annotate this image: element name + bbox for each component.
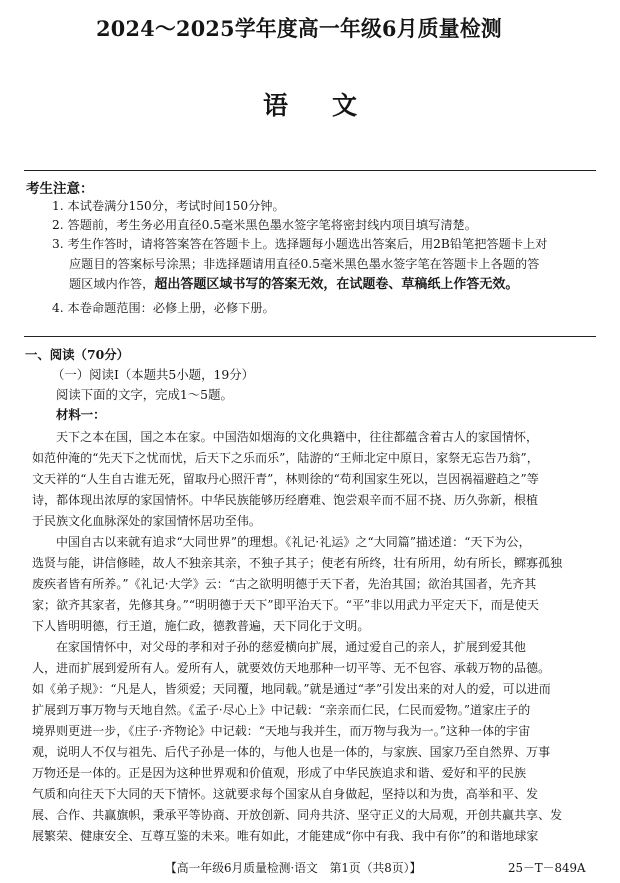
- passage-line: 下人皆明明德，行王道，施仁政，德教普遍，天下同化于文明。: [32, 619, 370, 633]
- notice-item-4: 4. 本卷命题范围：必修上册，必修下册。: [52, 301, 275, 315]
- section-heading: 一、阅读（70分）: [25, 347, 129, 362]
- notice-top-divider: [24, 170, 596, 171]
- notice-emphasis: 超出答题区域书写的答案无效，在试题卷、草稿纸上作答无效。: [154, 277, 519, 292]
- instruction-text: 阅读下面的文字，完成1～5题。: [56, 387, 233, 402]
- passage-line: 于民族文化血脉深处的家国情怀居功至伟。: [32, 514, 261, 528]
- passage-line: 人，进而扩展到爱所有人。爱所有人，就要效仿天地那种一切平等、无不包容、承载万物的品德。: [32, 661, 551, 675]
- notice-heading: 考生注意：: [26, 181, 94, 197]
- passage-line: 展繁荣、健康安全、互尊互鉴的未来。唯有如此，才能建成“你中有我、我中有你”的和谐地球家: [32, 829, 539, 843]
- passage-line: 废疾者皆有所养。”《礼记·大学》云：“古之欲明明德于天下者，先治其国；欲治其国者，先齐其: [32, 577, 537, 591]
- exam-title: 2024～2025学年度高一年级6月质量检测: [96, 17, 502, 42]
- passage-line: 万物还是一体的。正是因为这种世界观和价值观，形成了中华民族追求和谐、爱好和平的民族: [32, 766, 527, 780]
- passage-line: 境界则更进一步，《庄子·齐物论》中记载：“天地与我并生，而万物与我为一。”这种一体的宇宙: [32, 724, 531, 738]
- passage-line: 观，说明人不仅与祖先、后代子孙是一体的，与他人也是一体的，与家族、国家乃至自然界、万事: [32, 745, 551, 759]
- passage-line: 文天祥的“人生自古谁无死，留取丹心照汗青”，林则徐的“苟利国家生死以，岂因祸福避趋之”等: [32, 472, 539, 486]
- passage-line: 家；欲齐其家者，先修其身。”“明明德于天下”即平治天下。“平”非以用武力平定天下，而是使天: [32, 598, 539, 612]
- passage-line: 在家国情怀中，对父母的孝和对子孙的慈爱横向扩展，通过爱自己的亲人，扩展到爱其他: [56, 640, 526, 654]
- passage-line: 如《弟子规》：“凡是人，皆须爱；天同覆，地同载。”就是通过“孝”引发出来的对人的爱，可以进而: [32, 682, 551, 696]
- passage-line: 如范仲淹的“先天下之忧而忧，后天下之乐而乐”，陆游的“王师北定中原日，家祭无忘告乃翁”，: [32, 451, 539, 465]
- passage-line: 展、合作、共赢旗帜，秉承平等协商、开放创新、同舟共济、坚守正义的大局观，开创共赢共享、发: [32, 808, 563, 822]
- notice-item-3-line-3-text: 题区域内作答，: [69, 277, 155, 291]
- subsection-heading: （一）阅读Ⅰ（本题共5小题，19分）: [52, 367, 255, 382]
- notice-item-3-line-3: [69, 277, 518, 292]
- subject-char-2: 文: [332, 91, 358, 120]
- passage-line: 诗，都体现出浓厚的家国情怀。中华民族能够历经磨难、饱尝艰辛而不屈不挠、历久弥新，根植: [32, 493, 539, 507]
- material-label: 材料一：: [56, 407, 106, 422]
- passage-line: 选贤与能，讲信修睦，故人不独亲其亲，不独子其子；使老有所终，壮有所用，幼有所长，鳏寡孤独: [32, 556, 563, 570]
- notice-item-3-line-1: 3. 考生作答时，请将答案答在答题卡上。选择题每小题选出答案后，用2B铅笔把答题卡上对: [52, 237, 548, 251]
- passage-line: 天下之本在国，国之本在家。中国浩如烟海的文化典籍中，往往都蕴含着古人的家国情怀，: [56, 430, 539, 444]
- footer-page-info: 【高一年级6月质量检测·语文 第1页（共8页）】: [165, 861, 422, 875]
- passage-line: 扩展到万事万物与天地自然。《孟子·尽心上》中记载：“亲亲而仁民，仁民而爱物。”道家庄子的: [32, 703, 531, 717]
- passage-line: 气质和向往天下大同的天下情怀。这就要求每个国家从自身做起，坚持以和为贵，高举和平、发: [32, 787, 539, 801]
- passage-line: 中国自古以来就有追求“大同世界”的理想。《礼记·礼运》之“大同篇”描述道：“天下为公，: [56, 535, 531, 549]
- footer-exam-code: 25－T－849A: [508, 861, 586, 875]
- subject-char-1: 语: [262, 91, 288, 120]
- notice-item-1: 1. 本试卷满分150分，考试时间150分钟。: [52, 199, 285, 213]
- notice-item-3-line-2: 应题目的答案标号涂黑；非选择题请用直径0.5毫米黑色墨水签字笔在答题卡上各题的答: [69, 257, 540, 271]
- subject-title: [0, 86, 620, 122]
- notice-bottom-divider: [24, 336, 596, 337]
- notice-item-2: 2. 答题前，考生务必用直径0.5毫米黑色墨水签字笔将密封线内项目填写清楚。: [52, 218, 477, 232]
